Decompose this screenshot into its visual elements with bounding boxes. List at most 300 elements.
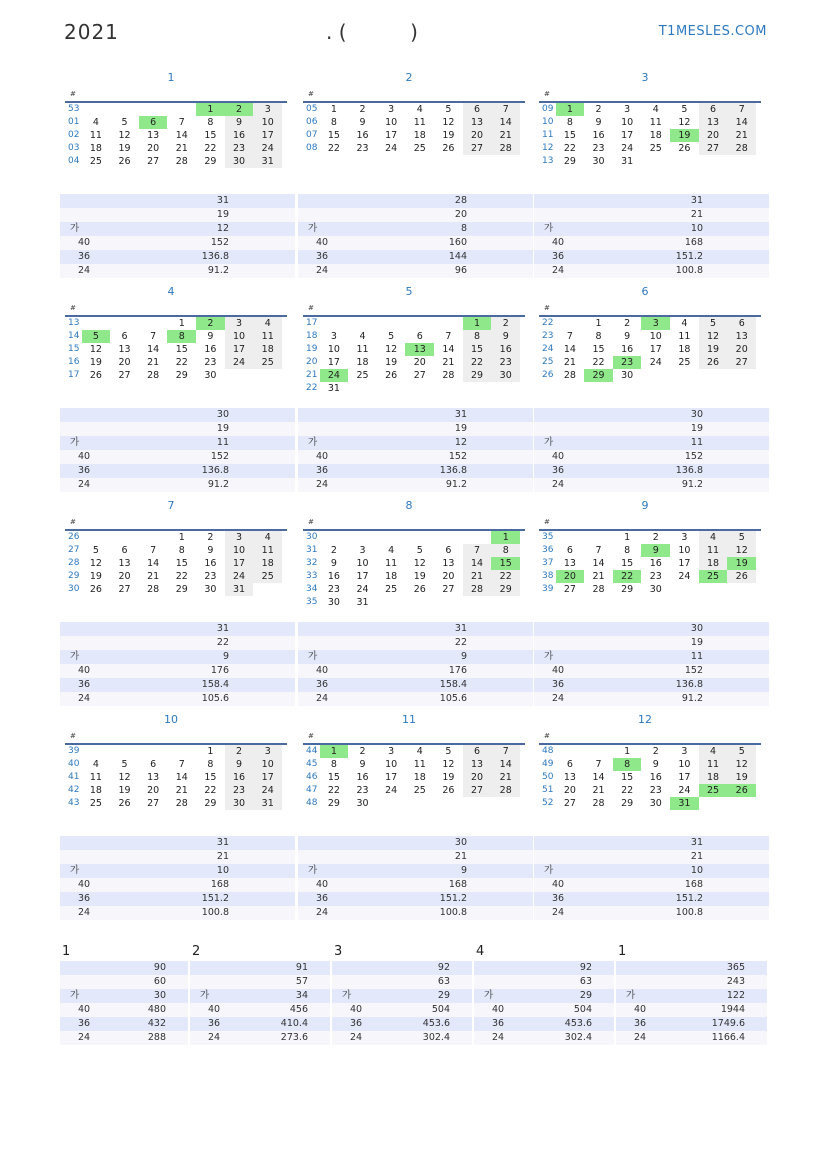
day-cell[interactable]: 10 bbox=[327, 344, 340, 355]
day-cell[interactable]: 29 bbox=[621, 798, 634, 809]
day-cell[interactable]: 9 bbox=[624, 331, 631, 342]
day-cell[interactable]: 2 bbox=[595, 104, 602, 115]
day-cell[interactable]: 14 bbox=[491, 116, 520, 129]
day-cell[interactable]: 27 bbox=[118, 584, 131, 595]
day-cell[interactable]: 23 bbox=[613, 356, 642, 369]
day-cell[interactable]: 31 bbox=[225, 583, 254, 596]
day-cell[interactable]: 16 bbox=[356, 130, 369, 141]
day-cell[interactable]: 5 bbox=[388, 331, 395, 342]
day-cell[interactable]: 23 bbox=[649, 785, 662, 796]
day-cell[interactable]: 8 bbox=[330, 117, 337, 128]
day-cell[interactable]: 3 bbox=[641, 317, 670, 330]
day-cell[interactable]: 13 bbox=[563, 772, 576, 783]
day-cell[interactable]: 8 bbox=[595, 331, 602, 342]
day-cell[interactable]: 28 bbox=[592, 584, 605, 595]
day-cell[interactable]: 30 bbox=[327, 597, 340, 608]
day-cell[interactable]: 10 bbox=[253, 758, 282, 771]
day-cell[interactable]: 23 bbox=[327, 584, 340, 595]
day-cell[interactable]: 2 bbox=[225, 103, 254, 116]
day-cell[interactable]: 17 bbox=[385, 130, 398, 141]
day-cell[interactable]: 9 bbox=[595, 117, 602, 128]
day-cell[interactable]: 11 bbox=[385, 558, 398, 569]
day-cell[interactable]: 18 bbox=[699, 771, 728, 784]
day-cell[interactable]: 22 bbox=[563, 143, 576, 154]
day-cell[interactable]: 8 bbox=[178, 545, 185, 556]
day-cell[interactable]: 28 bbox=[491, 142, 520, 155]
day-cell[interactable]: 26 bbox=[89, 584, 102, 595]
day-cell[interactable]: 1 bbox=[556, 103, 585, 116]
day-cell[interactable]: 29 bbox=[621, 584, 634, 595]
day-cell[interactable]: 21 bbox=[727, 129, 756, 142]
day-cell[interactable]: 28 bbox=[442, 370, 455, 381]
day-cell[interactable]: 3 bbox=[225, 531, 254, 544]
day-cell[interactable]: 20 bbox=[463, 129, 492, 142]
day-cell[interactable]: 15 bbox=[204, 772, 217, 783]
day-cell[interactable]: 20 bbox=[118, 357, 131, 368]
day-cell[interactable]: 4 bbox=[92, 117, 99, 128]
day-cell[interactable]: 17 bbox=[621, 130, 634, 141]
day-cell[interactable]: 10 bbox=[621, 117, 634, 128]
day-cell[interactable]: 3 bbox=[388, 104, 395, 115]
day-cell[interactable]: 24 bbox=[253, 142, 282, 155]
day-cell[interactable]: 21 bbox=[563, 357, 576, 368]
day-cell[interactable]: 18 bbox=[649, 130, 662, 141]
day-cell[interactable]: 30 bbox=[592, 156, 605, 167]
day-cell[interactable]: 26 bbox=[442, 143, 455, 154]
day-cell[interactable]: 5 bbox=[681, 104, 688, 115]
day-cell[interactable]: 31 bbox=[670, 797, 699, 810]
day-cell[interactable]: 25 bbox=[356, 370, 369, 381]
day-cell[interactable]: 9 bbox=[207, 331, 214, 342]
day-cell[interactable]: 15 bbox=[621, 772, 634, 783]
day-cell[interactable]: 2 bbox=[624, 318, 631, 329]
day-cell[interactable]: 12 bbox=[727, 758, 756, 771]
day-cell[interactable]: 15 bbox=[592, 344, 605, 355]
day-cell[interactable]: 6 bbox=[139, 116, 168, 129]
day-cell[interactable]: 6 bbox=[727, 317, 756, 330]
day-cell[interactable]: 13 bbox=[463, 116, 492, 129]
day-cell[interactable]: 31 bbox=[253, 797, 282, 810]
day-cell[interactable]: 24 bbox=[356, 584, 369, 595]
day-cell[interactable]: 20 bbox=[147, 143, 160, 154]
day-cell[interactable]: 15 bbox=[463, 343, 492, 356]
day-cell[interactable]: 31 bbox=[327, 383, 340, 394]
day-cell[interactable]: 7 bbox=[595, 759, 602, 770]
day-cell[interactable]: 25 bbox=[699, 784, 728, 797]
day-cell[interactable]: 23 bbox=[649, 571, 662, 582]
day-cell[interactable]: 10 bbox=[225, 330, 254, 343]
day-cell[interactable]: 20 bbox=[556, 570, 585, 583]
day-cell[interactable]: 5 bbox=[445, 104, 452, 115]
day-cell[interactable]: 6 bbox=[445, 545, 452, 556]
day-cell[interactable]: 18 bbox=[413, 130, 426, 141]
day-cell[interactable]: 14 bbox=[491, 758, 520, 771]
day-cell[interactable]: 28 bbox=[592, 798, 605, 809]
day-cell[interactable]: 19 bbox=[442, 772, 455, 783]
day-cell[interactable]: 2 bbox=[196, 317, 225, 330]
day-cell[interactable]: 2 bbox=[225, 745, 254, 758]
day-cell[interactable]: 6 bbox=[463, 103, 492, 116]
day-cell[interactable]: 22 bbox=[621, 785, 634, 796]
day-cell[interactable]: 2 bbox=[330, 545, 337, 556]
day-cell[interactable]: 18 bbox=[385, 571, 398, 582]
day-cell[interactable]: 25 bbox=[89, 156, 102, 167]
day-cell[interactable]: 1 bbox=[624, 746, 631, 757]
day-cell[interactable]: 22 bbox=[592, 357, 605, 368]
day-cell[interactable]: 19 bbox=[413, 571, 426, 582]
day-cell[interactable]: 7 bbox=[445, 331, 452, 342]
day-cell[interactable]: 20 bbox=[147, 785, 160, 796]
day-cell[interactable]: 22 bbox=[204, 785, 217, 796]
day-cell[interactable]: 29 bbox=[584, 369, 613, 382]
day-cell[interactable]: 20 bbox=[727, 343, 756, 356]
day-cell[interactable]: 21 bbox=[147, 357, 160, 368]
day-cell[interactable]: 21 bbox=[592, 785, 605, 796]
day-cell[interactable]: 2 bbox=[652, 746, 659, 757]
day-cell[interactable]: 21 bbox=[463, 570, 492, 583]
day-cell[interactable]: 14 bbox=[175, 772, 188, 783]
day-cell[interactable]: 3 bbox=[359, 545, 366, 556]
day-cell[interactable]: 3 bbox=[225, 317, 254, 330]
day-cell[interactable]: 2 bbox=[359, 104, 366, 115]
day-cell[interactable]: 5 bbox=[82, 330, 111, 343]
day-cell[interactable]: 26 bbox=[442, 785, 455, 796]
day-cell[interactable]: 5 bbox=[416, 545, 423, 556]
day-cell[interactable]: 10 bbox=[649, 331, 662, 342]
day-cell[interactable]: 30 bbox=[225, 797, 254, 810]
day-cell[interactable]: 7 bbox=[491, 103, 520, 116]
day-cell[interactable]: 10 bbox=[678, 545, 691, 556]
day-cell[interactable]: 12 bbox=[385, 344, 398, 355]
day-cell[interactable]: 25 bbox=[253, 570, 282, 583]
day-cell[interactable]: 15 bbox=[204, 130, 217, 141]
day-cell[interactable]: 20 bbox=[563, 785, 576, 796]
day-cell[interactable]: 28 bbox=[147, 370, 160, 381]
day-cell[interactable]: 12 bbox=[442, 117, 455, 128]
day-cell[interactable]: 15 bbox=[563, 130, 576, 141]
day-cell[interactable]: 13 bbox=[118, 344, 131, 355]
day-cell[interactable]: 16 bbox=[649, 772, 662, 783]
day-cell[interactable]: 9 bbox=[225, 758, 254, 771]
day-cell[interactable]: 23 bbox=[225, 784, 254, 797]
day-cell[interactable]: 21 bbox=[175, 785, 188, 796]
day-cell[interactable]: 7 bbox=[178, 117, 185, 128]
day-cell[interactable]: 29 bbox=[563, 156, 576, 167]
day-cell[interactable]: 15 bbox=[175, 344, 188, 355]
day-cell[interactable]: 19 bbox=[89, 357, 102, 368]
day-cell[interactable]: 23 bbox=[204, 571, 217, 582]
day-cell[interactable]: 3 bbox=[253, 745, 282, 758]
day-cell[interactable]: 1 bbox=[178, 318, 185, 329]
day-cell[interactable]: 21 bbox=[442, 357, 455, 368]
day-cell[interactable]: 18 bbox=[356, 357, 369, 368]
day-cell[interactable]: 1 bbox=[624, 532, 631, 543]
day-cell[interactable]: 11 bbox=[413, 117, 426, 128]
day-cell[interactable]: 7 bbox=[491, 745, 520, 758]
day-cell[interactable]: 4 bbox=[416, 746, 423, 757]
day-cell[interactable]: 6 bbox=[121, 331, 128, 342]
day-cell[interactable]: 26 bbox=[678, 143, 691, 154]
day-cell[interactable]: 16 bbox=[204, 344, 217, 355]
day-cell[interactable]: 27 bbox=[699, 142, 728, 155]
day-cell[interactable]: 21 bbox=[491, 771, 520, 784]
day-cell[interactable]: 25 bbox=[413, 785, 426, 796]
day-cell[interactable]: 29 bbox=[204, 798, 217, 809]
day-cell[interactable]: 25 bbox=[649, 143, 662, 154]
day-cell[interactable]: 19 bbox=[89, 571, 102, 582]
day-cell[interactable]: 28 bbox=[463, 583, 492, 596]
day-cell[interactable]: 13 bbox=[442, 558, 455, 569]
day-cell[interactable]: 10 bbox=[385, 117, 398, 128]
day-cell[interactable]: 24 bbox=[385, 785, 398, 796]
day-cell[interactable]: 13 bbox=[699, 116, 728, 129]
day-cell[interactable]: 11 bbox=[649, 117, 662, 128]
day-cell[interactable]: 23 bbox=[491, 356, 520, 369]
day-cell[interactable]: 30 bbox=[204, 584, 217, 595]
day-cell[interactable]: 19 bbox=[670, 129, 699, 142]
day-cell[interactable]: 27 bbox=[463, 784, 492, 797]
day-cell[interactable]: 13 bbox=[563, 558, 576, 569]
day-cell[interactable]: 30 bbox=[621, 370, 634, 381]
day-cell[interactable]: 26 bbox=[699, 356, 728, 369]
day-cell[interactable]: 21 bbox=[491, 129, 520, 142]
day-cell[interactable]: 8 bbox=[330, 759, 337, 770]
day-cell[interactable]: 5 bbox=[92, 545, 99, 556]
day-cell[interactable]: 19 bbox=[727, 557, 756, 570]
day-cell[interactable]: 12 bbox=[89, 344, 102, 355]
day-cell[interactable]: 25 bbox=[385, 584, 398, 595]
day-cell[interactable]: 5 bbox=[121, 759, 128, 770]
day-cell[interactable]: 20 bbox=[463, 771, 492, 784]
day-cell[interactable]: 26 bbox=[727, 784, 756, 797]
day-cell[interactable]: 4 bbox=[681, 318, 688, 329]
day-cell[interactable]: 20 bbox=[118, 571, 131, 582]
day-cell[interactable]: 28 bbox=[175, 156, 188, 167]
day-cell[interactable]: 24 bbox=[385, 143, 398, 154]
day-cell[interactable]: 27 bbox=[147, 156, 160, 167]
day-cell[interactable]: 18 bbox=[89, 785, 102, 796]
day-cell[interactable]: 28 bbox=[563, 370, 576, 381]
day-cell[interactable]: 10 bbox=[678, 759, 691, 770]
day-cell[interactable]: 12 bbox=[118, 772, 131, 783]
day-cell[interactable]: 25 bbox=[699, 570, 728, 583]
day-cell[interactable]: 10 bbox=[225, 544, 254, 557]
day-cell[interactable]: 24 bbox=[320, 369, 349, 382]
day-cell[interactable]: 8 bbox=[167, 330, 196, 343]
day-cell[interactable]: 2 bbox=[491, 317, 520, 330]
day-cell[interactable]: 16 bbox=[592, 130, 605, 141]
day-cell[interactable]: 19 bbox=[118, 785, 131, 796]
day-cell[interactable]: 5 bbox=[445, 746, 452, 757]
day-cell[interactable]: 4 bbox=[416, 104, 423, 115]
day-cell[interactable]: 27 bbox=[413, 370, 426, 381]
day-cell[interactable]: 18 bbox=[253, 343, 282, 356]
day-cell[interactable]: 23 bbox=[356, 143, 369, 154]
day-cell[interactable]: 22 bbox=[463, 356, 492, 369]
day-cell[interactable]: 7 bbox=[595, 545, 602, 556]
day-cell[interactable]: 30 bbox=[204, 370, 217, 381]
day-cell[interactable]: 15 bbox=[327, 772, 340, 783]
day-cell[interactable]: 10 bbox=[356, 558, 369, 569]
day-cell[interactable]: 24 bbox=[649, 357, 662, 368]
day-cell[interactable]: 21 bbox=[592, 571, 605, 582]
day-cell[interactable]: 9 bbox=[652, 759, 659, 770]
day-cell[interactable]: 16 bbox=[204, 558, 217, 569]
day-cell[interactable]: 29 bbox=[463, 369, 492, 382]
day-cell[interactable]: 27 bbox=[442, 584, 455, 595]
day-cell[interactable]: 11 bbox=[89, 772, 102, 783]
day-cell[interactable]: 17 bbox=[678, 772, 691, 783]
day-cell[interactable]: 28 bbox=[491, 784, 520, 797]
day-cell[interactable]: 13 bbox=[405, 343, 434, 356]
day-cell[interactable]: 15 bbox=[491, 557, 520, 570]
day-cell[interactable]: 24 bbox=[225, 356, 254, 369]
day-cell[interactable]: 13 bbox=[463, 758, 492, 771]
day-cell[interactable]: 14 bbox=[592, 558, 605, 569]
day-cell[interactable]: 26 bbox=[118, 156, 131, 167]
day-cell[interactable]: 14 bbox=[727, 116, 756, 129]
day-cell[interactable]: 27 bbox=[563, 798, 576, 809]
day-cell[interactable]: 9 bbox=[491, 330, 520, 343]
day-cell[interactable]: 11 bbox=[253, 544, 282, 557]
day-cell[interactable]: 6 bbox=[416, 331, 423, 342]
day-cell[interactable]: 11 bbox=[699, 758, 728, 771]
day-cell[interactable]: 16 bbox=[327, 571, 340, 582]
day-cell[interactable]: 27 bbox=[118, 370, 131, 381]
day-cell[interactable]: 3 bbox=[681, 746, 688, 757]
day-cell[interactable]: 9 bbox=[359, 759, 366, 770]
day-cell[interactable]: 28 bbox=[727, 142, 756, 155]
day-cell[interactable]: 2 bbox=[359, 746, 366, 757]
day-cell[interactable]: 7 bbox=[150, 545, 157, 556]
day-cell[interactable]: 12 bbox=[678, 117, 691, 128]
day-cell[interactable]: 27 bbox=[463, 142, 492, 155]
day-cell[interactable]: 22 bbox=[327, 143, 340, 154]
day-cell[interactable]: 22 bbox=[613, 570, 642, 583]
day-cell[interactable]: 12 bbox=[699, 330, 728, 343]
day-cell[interactable]: 1 bbox=[463, 317, 492, 330]
day-cell[interactable]: 17 bbox=[356, 571, 369, 582]
day-cell[interactable]: 4 bbox=[253, 317, 282, 330]
day-cell[interactable]: 18 bbox=[678, 344, 691, 355]
day-cell[interactable]: 22 bbox=[327, 785, 340, 796]
day-cell[interactable]: 19 bbox=[385, 357, 398, 368]
day-cell[interactable]: 4 bbox=[92, 759, 99, 770]
day-cell[interactable]: 29 bbox=[327, 798, 340, 809]
day-cell[interactable]: 10 bbox=[253, 116, 282, 129]
day-cell[interactable]: 20 bbox=[699, 129, 728, 142]
day-cell[interactable]: 11 bbox=[89, 130, 102, 141]
day-cell[interactable]: 4 bbox=[699, 531, 728, 544]
day-cell[interactable]: 9 bbox=[330, 558, 337, 569]
day-cell[interactable]: 12 bbox=[442, 759, 455, 770]
day-cell[interactable]: 9 bbox=[359, 117, 366, 128]
day-cell[interactable]: 3 bbox=[330, 331, 337, 342]
day-cell[interactable]: 17 bbox=[225, 343, 254, 356]
day-cell[interactable]: 19 bbox=[699, 343, 728, 356]
day-cell[interactable]: 12 bbox=[118, 130, 131, 141]
day-cell[interactable]: 3 bbox=[624, 104, 631, 115]
day-cell[interactable]: 1 bbox=[330, 104, 337, 115]
day-cell[interactable]: 13 bbox=[727, 330, 756, 343]
day-cell[interactable]: 10 bbox=[385, 759, 398, 770]
day-cell[interactable]: 8 bbox=[207, 759, 214, 770]
day-cell[interactable]: 5 bbox=[727, 745, 756, 758]
day-cell[interactable]: 25 bbox=[89, 798, 102, 809]
day-cell[interactable]: 23 bbox=[592, 143, 605, 154]
day-cell[interactable]: 1 bbox=[595, 318, 602, 329]
day-cell[interactable]: 3 bbox=[681, 532, 688, 543]
day-cell[interactable]: 16 bbox=[621, 344, 634, 355]
day-cell[interactable]: 22 bbox=[175, 357, 188, 368]
day-cell[interactable]: 26 bbox=[727, 570, 756, 583]
day-cell[interactable]: 21 bbox=[175, 143, 188, 154]
day-cell[interactable]: 1 bbox=[320, 745, 349, 758]
day-cell[interactable]: 23 bbox=[225, 142, 254, 155]
day-cell[interactable]: 8 bbox=[566, 117, 573, 128]
day-cell[interactable]: 15 bbox=[175, 558, 188, 569]
day-cell[interactable]: 7 bbox=[727, 103, 756, 116]
day-cell[interactable]: 24 bbox=[678, 785, 691, 796]
day-cell[interactable]: 14 bbox=[442, 344, 455, 355]
day-cell[interactable]: 26 bbox=[413, 584, 426, 595]
day-cell[interactable]: 31 bbox=[621, 156, 634, 167]
day-cell[interactable]: 17 bbox=[253, 129, 282, 142]
day-cell[interactable]: 24 bbox=[678, 571, 691, 582]
day-cell[interactable]: 5 bbox=[727, 531, 756, 544]
day-cell[interactable]: 14 bbox=[592, 772, 605, 783]
day-cell[interactable]: 30 bbox=[356, 798, 369, 809]
day-cell[interactable]: 24 bbox=[253, 784, 282, 797]
day-cell[interactable]: 24 bbox=[621, 143, 634, 154]
day-cell[interactable]: 4 bbox=[388, 545, 395, 556]
day-cell[interactable]: 30 bbox=[649, 798, 662, 809]
day-cell[interactable]: 17 bbox=[649, 344, 662, 355]
day-cell[interactable]: 26 bbox=[89, 370, 102, 381]
day-cell[interactable]: 17 bbox=[385, 772, 398, 783]
day-cell[interactable]: 4 bbox=[699, 745, 728, 758]
day-cell[interactable]: 11 bbox=[678, 331, 691, 342]
day-cell[interactable]: 28 bbox=[147, 584, 160, 595]
day-cell[interactable]: 14 bbox=[563, 344, 576, 355]
day-cell[interactable]: 27 bbox=[727, 356, 756, 369]
day-cell[interactable]: 19 bbox=[118, 143, 131, 154]
day-cell[interactable]: 1 bbox=[491, 531, 520, 544]
day-cell[interactable]: 6 bbox=[699, 103, 728, 116]
day-cell[interactable]: 29 bbox=[175, 370, 188, 381]
day-cell[interactable]: 14 bbox=[147, 558, 160, 569]
day-cell[interactable]: 23 bbox=[204, 357, 217, 368]
day-cell[interactable]: 14 bbox=[463, 557, 492, 570]
day-cell[interactable]: 11 bbox=[356, 344, 369, 355]
day-cell[interactable]: 20 bbox=[413, 357, 426, 368]
day-cell[interactable]: 9 bbox=[225, 116, 254, 129]
day-cell[interactable]: 16 bbox=[225, 771, 254, 784]
day-cell[interactable]: 4 bbox=[652, 104, 659, 115]
day-cell[interactable]: 30 bbox=[491, 369, 520, 382]
day-cell[interactable]: 9 bbox=[207, 545, 214, 556]
day-cell[interactable]: 21 bbox=[147, 571, 160, 582]
day-cell[interactable]: 31 bbox=[356, 597, 369, 608]
day-cell[interactable]: 30 bbox=[649, 584, 662, 595]
day-cell[interactable]: 18 bbox=[89, 143, 102, 154]
day-cell[interactable]: 30 bbox=[225, 155, 254, 168]
day-cell[interactable]: 22 bbox=[175, 571, 188, 582]
day-cell[interactable]: 20 bbox=[442, 571, 455, 582]
day-cell[interactable]: 15 bbox=[327, 130, 340, 141]
day-cell[interactable]: 6 bbox=[150, 759, 157, 770]
day-cell[interactable]: 6 bbox=[121, 545, 128, 556]
